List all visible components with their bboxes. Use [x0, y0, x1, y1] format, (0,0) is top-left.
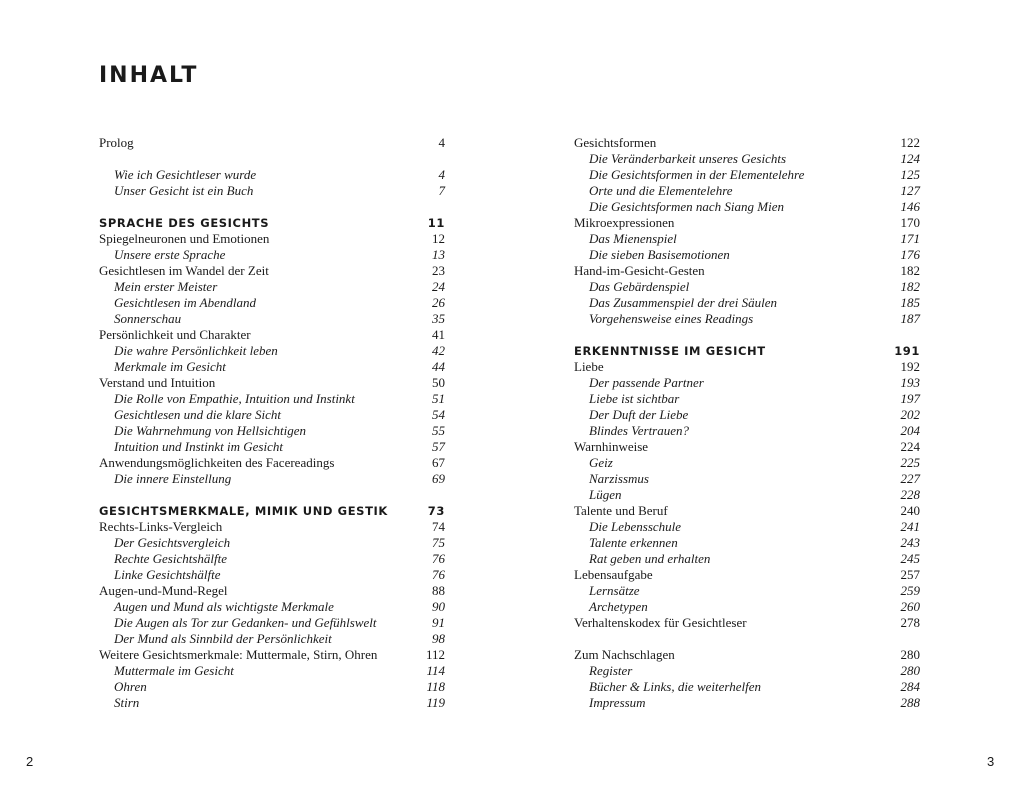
toc-page-number: 75	[432, 535, 445, 550]
toc-page-number: 259	[900, 583, 920, 598]
toc-page-number: 4	[438, 135, 445, 150]
toc-entry-title: Spiegelneuronen und Emotionen	[99, 231, 270, 246]
toc-subentry	[99, 471, 445, 487]
toc-entry-title: Verhaltenskodex für Gesichtleser	[574, 615, 747, 630]
toc-page-number: 98	[432, 631, 445, 646]
toc-entry-title: Rechte Gesichtshälfte	[114, 551, 227, 566]
toc-spacer	[574, 327, 920, 343]
toc-page-number: 228	[900, 487, 920, 502]
toc-page-number: 12	[432, 231, 445, 246]
toc-page-number: 241	[900, 519, 920, 534]
toc-page-number: 76	[432, 551, 445, 566]
toc-page-number: 193	[900, 375, 920, 390]
toc-entry-title: Rechts-Links-Vergleich	[99, 519, 223, 534]
toc-spacer	[99, 487, 445, 503]
toc-subentry	[574, 583, 920, 599]
toc-page-number: 245	[900, 551, 920, 566]
toc-entry-title: Die Lebensschule	[589, 519, 682, 534]
toc-entry-title: Merkmale im Gesicht	[114, 359, 226, 374]
toc-entry	[99, 135, 445, 151]
toc-page-number: 170	[900, 215, 920, 230]
toc-spacer	[574, 631, 920, 647]
toc-subentry	[574, 695, 920, 711]
toc-page-number: 122	[900, 135, 920, 150]
toc-page-number: 182	[900, 279, 920, 294]
toc-entry-title: Warnhinweise	[574, 439, 649, 454]
toc-entry-title: Lernsätze	[589, 583, 640, 598]
toc-subentry	[574, 471, 920, 487]
toc-subentry	[99, 679, 445, 695]
toc-page-number: 278	[900, 615, 920, 630]
toc-page-number: 4	[438, 167, 445, 182]
toc-entry	[574, 567, 920, 583]
toc-entry-title: Stirn	[114, 695, 140, 710]
toc-page-number: 224	[900, 439, 920, 454]
toc-page-number: 67	[432, 455, 445, 470]
toc-entry-title: Verstand und Intuition	[99, 375, 216, 390]
toc-subentry	[574, 679, 920, 695]
toc-subentry	[574, 183, 920, 199]
toc-page-number: 112	[425, 647, 445, 662]
toc-entry-title: Wie ich Gesichtleser wurde	[114, 167, 257, 182]
toc-entry-title: Das Mienenspiel	[589, 231, 677, 246]
toc-entry-title: Augen-und-Mund-Regel	[99, 583, 228, 598]
toc-subentry	[99, 535, 445, 551]
toc-subentry	[99, 407, 445, 423]
toc-entry	[574, 647, 920, 663]
toc-page-number: 54	[432, 407, 445, 422]
toc-spacer	[99, 151, 445, 167]
toc-entry-title: Der Gesichtsvergleich	[114, 535, 231, 550]
toc-subentry	[99, 631, 445, 647]
toc-entry-title: Impressum	[589, 695, 646, 710]
toc-entry	[574, 215, 920, 231]
toc-subentry	[574, 311, 920, 327]
toc-entry	[99, 327, 445, 343]
toc-column-right	[574, 135, 920, 711]
toc-entry-title: Unsere erste Sprache	[114, 247, 226, 262]
toc-page-number: 280	[900, 663, 920, 678]
toc-page-number: 26	[432, 295, 445, 310]
toc-page-number: 74	[432, 519, 445, 534]
toc-subentry	[99, 247, 445, 263]
toc-entry-title: Liebe	[574, 359, 604, 374]
toc-subentry	[99, 279, 445, 295]
toc-subentry	[99, 599, 445, 615]
toc-page-number: 118	[426, 679, 445, 694]
toc-subentry	[574, 551, 920, 567]
toc-subentry	[574, 151, 920, 167]
toc-subentry	[574, 375, 920, 391]
toc-entry-title: Die innere Einstellung	[114, 471, 232, 486]
toc-page-number: 187	[900, 311, 920, 326]
toc-entry-title: Muttermale im Gesicht	[114, 663, 234, 678]
toc-section-heading	[99, 215, 445, 231]
toc-page-number: 114	[426, 663, 445, 678]
toc-subentry	[574, 487, 920, 503]
toc-entry-title: Vorgehensweise eines Readings	[589, 311, 754, 326]
toc-page-number: 260	[900, 599, 920, 614]
toc-entry	[99, 263, 445, 279]
toc-entry-title: Ohren	[114, 679, 147, 694]
toc-page-number: 227	[900, 471, 920, 486]
toc-entry	[574, 263, 920, 279]
toc-entry	[99, 583, 445, 599]
toc-page-number: 257	[900, 567, 920, 582]
toc-subentry	[99, 391, 445, 407]
toc-entry-title: Persönlichkeit und Charakter	[99, 327, 251, 342]
toc-entry-title: Geiz	[589, 455, 613, 470]
toc-subentry	[574, 535, 920, 551]
toc-title: INHALT	[99, 63, 199, 88]
toc-entry-title: Augen und Mund als wichtigste Merkmale	[114, 599, 334, 614]
toc-page-number: 197	[900, 391, 920, 406]
toc-entry	[574, 135, 920, 151]
toc-page-number: 11	[427, 216, 445, 230]
toc-page-number: 127	[900, 183, 920, 198]
toc-subentry	[99, 167, 445, 183]
toc-entry-title: Talente und Beruf	[574, 503, 668, 518]
toc-entry-title: Das Zusammenspiel der drei Säulen	[589, 295, 778, 310]
toc-entry-title: Gesichtlesen im Wandel der Zeit	[99, 263, 269, 278]
toc-page-number: 42	[432, 343, 445, 358]
toc-page-number: 191	[894, 344, 920, 358]
toc-entry-title: Die Rolle von Empathie, Intuition und Instinkt	[114, 391, 355, 406]
toc-entry-title: Register	[589, 663, 633, 678]
toc-entry-title: Unser Gesicht ist ein Buch	[114, 183, 254, 198]
toc-entry-title: SPRACHE DES GESICHTS	[99, 216, 270, 230]
toc-page-number: 171	[900, 231, 920, 246]
toc-page-number: 91	[432, 615, 445, 630]
toc-entry	[574, 439, 920, 455]
page-number-left: 2	[26, 754, 34, 769]
toc-page-number: 146	[900, 199, 920, 214]
toc-entry	[99, 647, 445, 663]
toc-entry-title: Die Gesichtsformen nach Siang Mien	[589, 199, 784, 214]
toc-page-number: 57	[432, 439, 445, 454]
toc-subentry	[574, 167, 920, 183]
toc-subentry	[99, 439, 445, 455]
toc-page-number: 280	[900, 647, 920, 662]
toc-entry-title: Rat geben und erhalten	[589, 551, 711, 566]
toc-section-heading	[574, 343, 920, 359]
toc-entry	[99, 231, 445, 247]
toc-subentry	[99, 311, 445, 327]
toc-entry-title: Mikroexpressionen	[574, 215, 675, 230]
toc-page-number: 119	[426, 695, 445, 710]
toc-page-number: 243	[900, 535, 920, 550]
toc-page-number: 23	[432, 263, 445, 278]
toc-page-number: 192	[900, 359, 920, 374]
toc-subentry	[99, 551, 445, 567]
toc-subentry	[574, 279, 920, 295]
toc-subentry	[99, 663, 445, 679]
toc-page-number: 69	[432, 471, 445, 486]
toc-subentry	[574, 231, 920, 247]
toc-entry-title: Der Duft der Liebe	[589, 407, 689, 422]
toc-entry-title: Lügen	[589, 487, 622, 502]
toc-page-number: 24	[432, 279, 445, 294]
toc-page-number: 124	[900, 151, 920, 166]
toc-subentry	[99, 423, 445, 439]
toc-page-number: 182	[900, 263, 920, 278]
toc-entry	[99, 375, 445, 391]
toc-entry-title: Die Veränderbarkeit unseres Gesichts	[589, 151, 787, 166]
toc-entry-title: Mein erster Meister	[114, 279, 218, 294]
toc-page-number: 41	[432, 327, 445, 342]
toc-entry-title: Linke Gesichtshälfte	[114, 567, 221, 582]
toc-subentry	[99, 615, 445, 631]
toc-subentry	[574, 247, 920, 263]
toc-subentry	[574, 663, 920, 679]
toc-entry-title: Anwendungsmöglichkeiten des Facereadings	[99, 455, 335, 470]
toc-page-number: 7	[438, 183, 445, 198]
toc-subentry	[99, 343, 445, 359]
toc-subentry	[574, 519, 920, 535]
page-number-right: 3	[987, 754, 995, 769]
toc-entry-title: Talente erkennen	[589, 535, 678, 550]
toc-page-number: 35	[432, 311, 445, 326]
toc-entry-title: Orte und die Elementelehre	[589, 183, 733, 198]
toc-subentry	[574, 295, 920, 311]
toc-entry	[574, 615, 920, 631]
toc-entry-title: Der Mund als Sinnbild der Persönlichkeit	[114, 631, 332, 646]
toc-page-number: 51	[432, 391, 445, 406]
toc-entry-title: Die Augen als Tor zur Gedanken- und Gefühlswelt	[114, 615, 377, 630]
toc-subentry	[99, 695, 445, 711]
toc-page-number: 13	[432, 247, 445, 262]
toc-entry-title: Gesichtlesen im Abendland	[114, 295, 257, 310]
toc-entry-title: Der passende Partner	[589, 375, 704, 390]
toc-page-number: 288	[900, 695, 920, 710]
toc-subentry	[574, 391, 920, 407]
toc-entry-title: Prolog	[99, 135, 134, 150]
toc-entry-title: Gesichtsformen	[574, 135, 657, 150]
toc-page-number: 240	[900, 503, 920, 518]
toc-entry-title: Narzissmus	[589, 471, 649, 486]
toc-page-number: 76	[432, 567, 445, 582]
toc-page-number: 225	[900, 455, 920, 470]
toc-entry-title: Archetypen	[589, 599, 648, 614]
toc-entry-title: Die Wahrnehmung von Hellsichtigen	[114, 423, 306, 438]
toc-entry-title: Lebensaufgabe	[574, 567, 653, 582]
toc-page-number: 73	[427, 504, 445, 518]
toc-subentry	[574, 199, 920, 215]
toc-subentry	[574, 423, 920, 439]
toc-subentry	[99, 567, 445, 583]
toc-entry	[99, 519, 445, 535]
toc-page-number: 204	[900, 423, 920, 438]
toc-column-left	[99, 135, 445, 711]
toc-entry-title: Zum Nachschlagen	[574, 647, 675, 662]
toc-entry-title: Intuition und Instinkt im Gesicht	[114, 439, 283, 454]
toc-entry-title: Hand-im-Gesicht-Gesten	[574, 263, 705, 278]
toc-entry-title: Die Gesichtsformen in der Elementelehre	[589, 167, 805, 182]
toc-page-number: 284	[900, 679, 920, 694]
toc-page-number: 55	[432, 423, 445, 438]
toc-entry-title: Die wahre Persönlichkeit leben	[114, 343, 278, 358]
toc-subentry	[574, 407, 920, 423]
toc-page-number: 88	[432, 583, 445, 598]
toc-subentry	[99, 359, 445, 375]
toc-subentry	[574, 455, 920, 471]
toc-subentry	[99, 295, 445, 311]
toc-page-number: 125	[900, 167, 920, 182]
toc-page-number: 176	[900, 247, 920, 262]
toc-entry-title: Weitere Gesichtsmerkmale: Muttermale, Stirn, Ohren	[99, 647, 378, 662]
toc-page-number: 90	[432, 599, 445, 614]
toc-entry-title: GESICHTSMERKMALE, MIMIK UND GESTIK	[99, 504, 388, 518]
toc-page-number: 185	[900, 295, 920, 310]
toc-entry-title: Das Gebärdenspiel	[589, 279, 690, 294]
toc-entry-title: ERKENNTNISSE IM GESICHT	[574, 344, 766, 358]
toc-entry-title: Blindes Vertrauen?	[589, 423, 690, 438]
toc-entry-title: Die sieben Basisemotionen	[589, 247, 730, 262]
toc-subentry	[99, 183, 445, 199]
toc-entry-title: Gesichtlesen und die klare Sicht	[114, 407, 282, 422]
toc-entry	[574, 359, 920, 375]
toc-page-number: 44	[432, 359, 445, 374]
toc-entry	[99, 455, 445, 471]
toc-section-heading	[99, 503, 445, 519]
toc-entry-title: Sonnerschau	[114, 311, 182, 326]
toc-subentry	[574, 599, 920, 615]
toc-page-number: 202	[900, 407, 920, 422]
toc-entry	[574, 503, 920, 519]
toc-spacer	[99, 199, 445, 215]
toc-entry-title: Bücher & Links, die weiterhelfen	[589, 679, 761, 694]
toc-page-number: 50	[432, 375, 445, 390]
toc-entry-title: Liebe ist sichtbar	[589, 391, 680, 406]
